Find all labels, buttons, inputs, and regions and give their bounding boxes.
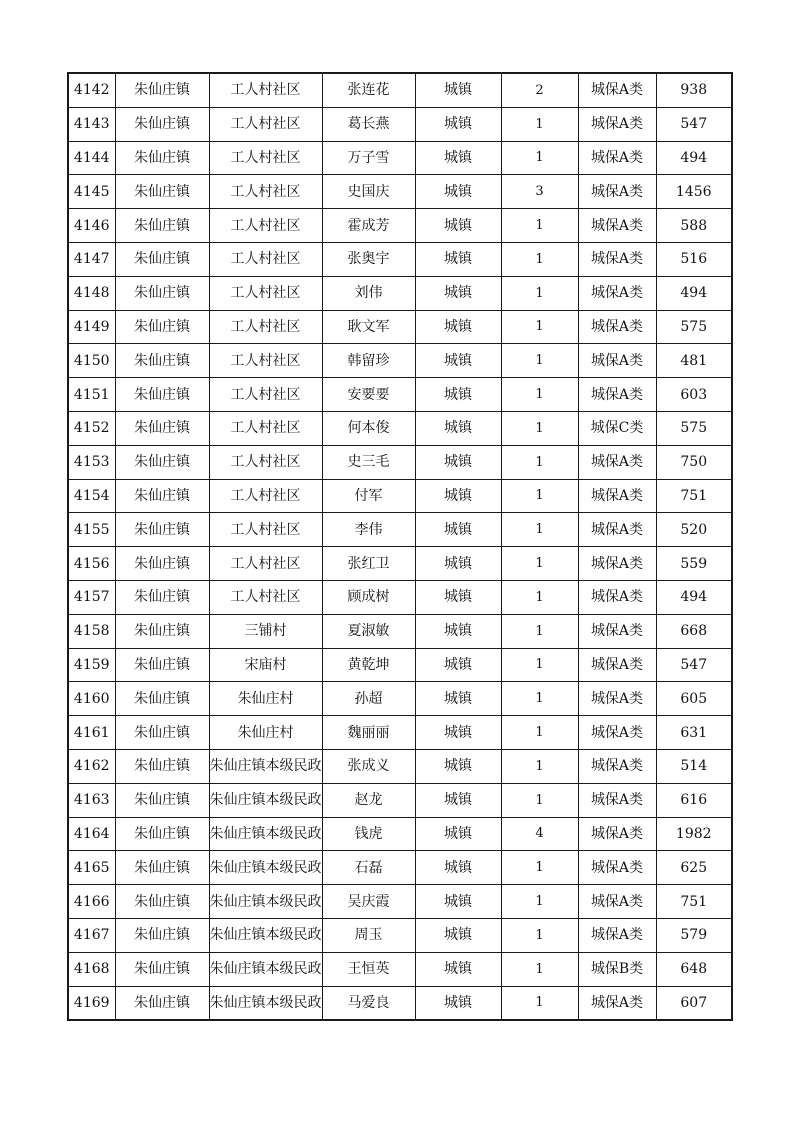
cell-area-type: 城镇 — [415, 175, 501, 209]
table-row — [68, 479, 732, 513]
cell-area-type: 城镇 — [415, 783, 501, 817]
table-row — [68, 175, 732, 209]
cell-community — [209, 749, 322, 783]
table-row — [68, 952, 732, 986]
cell-amount: 616 — [656, 783, 732, 817]
cell-community-text: 工人村社区 — [230, 487, 301, 504]
cell-household-count: 1 — [501, 344, 578, 378]
cell-category: 城保C类 — [578, 411, 656, 445]
cell-community-text: 朱仙庄镇本级民政 — [209, 893, 322, 910]
cell-area-type: 城镇 — [415, 107, 501, 141]
cell-household-count: 1 — [501, 310, 578, 344]
cell-category: 城保A类 — [578, 547, 656, 581]
cell-recipient-name: 史三毛 — [322, 445, 415, 479]
cell-record-number: 4157 — [68, 580, 115, 614]
cell-recipient-name: 韩留珍 — [322, 344, 415, 378]
table-row — [68, 547, 732, 581]
cell-record-number: 4159 — [68, 648, 115, 682]
cell-community — [209, 344, 322, 378]
table-row — [68, 344, 732, 378]
cell-town: 朱仙庄镇 — [115, 918, 209, 952]
cell-category: 城保A类 — [578, 614, 656, 648]
cell-amount: 494 — [656, 580, 732, 614]
cell-household-count: 3 — [501, 175, 578, 209]
cell-amount: 1982 — [656, 817, 732, 851]
cell-area-type: 城镇 — [415, 749, 501, 783]
cell-record-number: 4153 — [68, 445, 115, 479]
cell-amount: 607 — [656, 986, 732, 1020]
cell-amount: 547 — [656, 648, 732, 682]
cell-area-type: 城镇 — [415, 310, 501, 344]
cell-category: 城保A类 — [578, 918, 656, 952]
cell-record-number: 4169 — [68, 986, 115, 1020]
cell-recipient-name: 史国庆 — [322, 175, 415, 209]
cell-category: 城保A类 — [578, 851, 656, 885]
table-row — [68, 716, 732, 750]
cell-area-type: 城镇 — [415, 614, 501, 648]
cell-community-text: 宋庙村 — [244, 656, 287, 673]
cell-community — [209, 73, 322, 107]
cell-recipient-name: 何本俊 — [322, 411, 415, 445]
cell-community-text: 朱仙庄镇本级民政 — [209, 825, 322, 842]
cell-area-type: 城镇 — [415, 513, 501, 547]
cell-community — [209, 209, 322, 243]
cell-household-count: 1 — [501, 783, 578, 817]
cell-amount: 559 — [656, 547, 732, 581]
table-row — [68, 749, 732, 783]
cell-category: 城保A类 — [578, 445, 656, 479]
table-row — [68, 141, 732, 175]
cell-record-number: 4144 — [68, 141, 115, 175]
cell-record-number: 4145 — [68, 175, 115, 209]
cell-community — [209, 817, 322, 851]
cell-amount: 579 — [656, 918, 732, 952]
cell-category: 城保A类 — [578, 73, 656, 107]
cell-area-type: 城镇 — [415, 276, 501, 310]
table-row — [68, 209, 732, 243]
cell-amount: 631 — [656, 716, 732, 750]
cell-community — [209, 479, 322, 513]
cell-category: 城保A类 — [578, 175, 656, 209]
cell-community — [209, 175, 322, 209]
cell-community — [209, 513, 322, 547]
cell-household-count: 1 — [501, 513, 578, 547]
table-row — [68, 276, 732, 310]
cell-category: 城保A类 — [578, 344, 656, 378]
cell-recipient-name: 张成义 — [322, 749, 415, 783]
cell-category: 城保A类 — [578, 682, 656, 716]
table-row — [68, 107, 732, 141]
cell-household-count: 1 — [501, 242, 578, 276]
cell-household-count: 1 — [501, 952, 578, 986]
cell-town: 朱仙庄镇 — [115, 885, 209, 919]
table-row — [68, 242, 732, 276]
cell-community — [209, 614, 322, 648]
cell-area-type: 城镇 — [415, 344, 501, 378]
cell-recipient-name: 周玉 — [322, 918, 415, 952]
table-row — [68, 411, 732, 445]
cell-recipient-name: 孙超 — [322, 682, 415, 716]
cell-community — [209, 310, 322, 344]
cell-area-type: 城镇 — [415, 952, 501, 986]
cell-community-text: 工人村社区 — [230, 149, 301, 166]
cell-amount: 588 — [656, 209, 732, 243]
cell-recipient-name: 王恒英 — [322, 952, 415, 986]
cell-record-number: 4148 — [68, 276, 115, 310]
cell-amount: 494 — [656, 276, 732, 310]
table-row — [68, 513, 732, 547]
cell-household-count: 2 — [501, 73, 578, 107]
table-row — [68, 73, 732, 107]
cell-record-number: 4147 — [68, 242, 115, 276]
cell-category: 城保A类 — [578, 310, 656, 344]
cell-recipient-name: 夏淑敏 — [322, 614, 415, 648]
cell-record-number: 4163 — [68, 783, 115, 817]
cell-household-count: 1 — [501, 209, 578, 243]
cell-area-type: 城镇 — [415, 885, 501, 919]
cell-category: 城保A类 — [578, 817, 656, 851]
cell-category: 城保A类 — [578, 479, 656, 513]
cell-household-count: 1 — [501, 547, 578, 581]
table-row — [68, 648, 732, 682]
cell-community — [209, 580, 322, 614]
cell-community — [209, 411, 322, 445]
cell-household-count: 1 — [501, 378, 578, 412]
cell-recipient-name: 黄乾坤 — [322, 648, 415, 682]
cell-recipient-name: 钱虎 — [322, 817, 415, 851]
table-row — [68, 445, 732, 479]
cell-recipient-name: 刘伟 — [322, 276, 415, 310]
table-row — [68, 580, 732, 614]
table-body — [68, 73, 732, 1020]
cell-community-text: 工人村社区 — [230, 521, 301, 538]
table-row — [68, 682, 732, 716]
cell-record-number: 4164 — [68, 817, 115, 851]
cell-recipient-name: 马爱良 — [322, 986, 415, 1020]
table-row — [68, 378, 732, 412]
cell-community-text: 工人村社区 — [230, 420, 301, 437]
cell-community-text: 朱仙庄镇本级民政 — [209, 961, 322, 978]
cell-area-type: 城镇 — [415, 918, 501, 952]
cell-town: 朱仙庄镇 — [115, 783, 209, 817]
cell-town: 朱仙庄镇 — [115, 851, 209, 885]
cell-category: 城保A类 — [578, 783, 656, 817]
cell-amount: 516 — [656, 242, 732, 276]
cell-area-type: 城镇 — [415, 580, 501, 614]
cell-community-text: 工人村社区 — [230, 318, 301, 335]
cell-town: 朱仙庄镇 — [115, 479, 209, 513]
cell-town: 朱仙庄镇 — [115, 952, 209, 986]
cell-town: 朱仙庄镇 — [115, 648, 209, 682]
cell-recipient-name: 耿文军 — [322, 310, 415, 344]
cell-community-text: 工人村社区 — [230, 589, 301, 606]
cell-record-number: 4155 — [68, 513, 115, 547]
cell-community — [209, 276, 322, 310]
cell-category: 城保A类 — [578, 716, 656, 750]
cell-area-type: 城镇 — [415, 378, 501, 412]
table-row — [68, 885, 732, 919]
cell-recipient-name: 吴庆霞 — [322, 885, 415, 919]
cell-household-count: 1 — [501, 851, 578, 885]
cell-community-text: 工人村社区 — [230, 386, 301, 403]
cell-category: 城保A类 — [578, 749, 656, 783]
cell-community-text: 朱仙庄镇本级民政 — [209, 792, 322, 809]
cell-record-number: 4154 — [68, 479, 115, 513]
cell-town: 朱仙庄镇 — [115, 513, 209, 547]
cell-town: 朱仙庄镇 — [115, 73, 209, 107]
cell-category: 城保A类 — [578, 209, 656, 243]
cell-record-number: 4151 — [68, 378, 115, 412]
cell-record-number: 4156 — [68, 547, 115, 581]
cell-recipient-name: 石磊 — [322, 851, 415, 885]
cell-town: 朱仙庄镇 — [115, 614, 209, 648]
cell-household-count: 1 — [501, 749, 578, 783]
cell-community-text: 三铺村 — [244, 623, 287, 640]
cell-category: 城保A类 — [578, 141, 656, 175]
cell-community-text: 朱仙庄镇本级民政 — [209, 859, 322, 876]
cell-area-type: 城镇 — [415, 209, 501, 243]
cell-amount: 1456 — [656, 175, 732, 209]
cell-area-type: 城镇 — [415, 445, 501, 479]
cell-community-text: 朱仙庄镇本级民政 — [209, 758, 322, 775]
cell-household-count: 1 — [501, 107, 578, 141]
cell-record-number: 4167 — [68, 918, 115, 952]
cell-household-count: 1 — [501, 614, 578, 648]
cell-household-count: 1 — [501, 885, 578, 919]
cell-record-number: 4143 — [68, 107, 115, 141]
cell-record-number: 4165 — [68, 851, 115, 885]
cell-household-count: 1 — [501, 716, 578, 750]
cell-town: 朱仙庄镇 — [115, 547, 209, 581]
cell-household-count: 1 — [501, 445, 578, 479]
cell-record-number: 4166 — [68, 885, 115, 919]
cell-area-type: 城镇 — [415, 411, 501, 445]
cell-record-number: 4160 — [68, 682, 115, 716]
cell-recipient-name: 张奥宇 — [322, 242, 415, 276]
cell-category: 城保A类 — [578, 513, 656, 547]
cell-community-text: 工人村社区 — [230, 555, 301, 572]
cell-amount: 625 — [656, 851, 732, 885]
cell-household-count: 1 — [501, 918, 578, 952]
cell-area-type: 城镇 — [415, 851, 501, 885]
cell-amount: 648 — [656, 952, 732, 986]
cell-record-number: 4152 — [68, 411, 115, 445]
cell-town: 朱仙庄镇 — [115, 242, 209, 276]
table-row — [68, 817, 732, 851]
cell-community-text: 工人村社区 — [230, 352, 301, 369]
cell-town: 朱仙庄镇 — [115, 378, 209, 412]
cell-community-text: 朱仙庄村 — [237, 690, 294, 707]
cell-category: 城保A类 — [578, 580, 656, 614]
cell-community — [209, 107, 322, 141]
cell-household-count: 4 — [501, 817, 578, 851]
cell-community-text: 朱仙庄村 — [237, 724, 294, 741]
cell-town: 朱仙庄镇 — [115, 344, 209, 378]
cell-amount: 547 — [656, 107, 732, 141]
cell-household-count: 1 — [501, 479, 578, 513]
cell-community — [209, 242, 322, 276]
cell-town: 朱仙庄镇 — [115, 580, 209, 614]
cell-record-number: 4158 — [68, 614, 115, 648]
cell-household-count: 1 — [501, 580, 578, 614]
table-row — [68, 310, 732, 344]
table-row — [68, 851, 732, 885]
cell-area-type: 城镇 — [415, 648, 501, 682]
cell-town: 朱仙庄镇 — [115, 411, 209, 445]
cell-amount: 668 — [656, 614, 732, 648]
cell-town: 朱仙庄镇 — [115, 175, 209, 209]
cell-area-type: 城镇 — [415, 547, 501, 581]
cell-community — [209, 682, 322, 716]
cell-community-text: 工人村社区 — [230, 183, 301, 200]
table-row — [68, 783, 732, 817]
cell-category: 城保A类 — [578, 276, 656, 310]
cell-record-number: 4168 — [68, 952, 115, 986]
cell-record-number: 4146 — [68, 209, 115, 243]
cell-category: 城保A类 — [578, 986, 656, 1020]
cell-recipient-name: 付军 — [322, 479, 415, 513]
cell-community-text: 工人村社区 — [230, 251, 301, 268]
cell-amount: 575 — [656, 310, 732, 344]
cell-amount: 481 — [656, 344, 732, 378]
cell-recipient-name: 张连花 — [322, 73, 415, 107]
cell-household-count: 1 — [501, 648, 578, 682]
cell-amount: 750 — [656, 445, 732, 479]
cell-community — [209, 648, 322, 682]
cell-community-text: 工人村社区 — [230, 285, 301, 302]
cell-category: 城保A类 — [578, 242, 656, 276]
cell-amount: 575 — [656, 411, 732, 445]
cell-community — [209, 716, 322, 750]
cell-area-type: 城镇 — [415, 682, 501, 716]
table-row — [68, 986, 732, 1020]
cell-town: 朱仙庄镇 — [115, 107, 209, 141]
cell-recipient-name: 张红卫 — [322, 547, 415, 581]
cell-town: 朱仙庄镇 — [115, 209, 209, 243]
cell-area-type: 城镇 — [415, 73, 501, 107]
cell-record-number: 4162 — [68, 749, 115, 783]
cell-town: 朱仙庄镇 — [115, 716, 209, 750]
cell-town: 朱仙庄镇 — [115, 310, 209, 344]
cell-record-number: 4161 — [68, 716, 115, 750]
cell-recipient-name: 李伟 — [322, 513, 415, 547]
cell-town: 朱仙庄镇 — [115, 749, 209, 783]
cell-town: 朱仙庄镇 — [115, 986, 209, 1020]
cell-recipient-name: 霍成芳 — [322, 209, 415, 243]
cell-community — [209, 918, 322, 952]
cell-category: 城保B类 — [578, 952, 656, 986]
cell-category: 城保A类 — [578, 378, 656, 412]
cell-amount: 520 — [656, 513, 732, 547]
cell-community — [209, 378, 322, 412]
cell-community-text: 朱仙庄镇本级民政 — [209, 994, 322, 1011]
cell-household-count: 1 — [501, 141, 578, 175]
table-row — [68, 614, 732, 648]
cell-category: 城保A类 — [578, 885, 656, 919]
cell-community-text: 工人村社区 — [230, 82, 301, 99]
cell-town: 朱仙庄镇 — [115, 141, 209, 175]
cell-area-type: 城镇 — [415, 986, 501, 1020]
cell-amount: 938 — [656, 73, 732, 107]
cell-area-type: 城镇 — [415, 817, 501, 851]
cell-record-number: 4150 — [68, 344, 115, 378]
cell-household-count: 1 — [501, 682, 578, 716]
cell-recipient-name: 万子雪 — [322, 141, 415, 175]
cell-community — [209, 445, 322, 479]
cell-community — [209, 952, 322, 986]
cell-recipient-name: 赵龙 — [322, 783, 415, 817]
cell-town: 朱仙庄镇 — [115, 276, 209, 310]
cell-town: 朱仙庄镇 — [115, 445, 209, 479]
cell-town: 朱仙庄镇 — [115, 817, 209, 851]
cell-household-count: 1 — [501, 276, 578, 310]
cell-category: 城保A类 — [578, 648, 656, 682]
relief-recipient-table — [67, 72, 733, 1021]
cell-area-type: 城镇 — [415, 141, 501, 175]
cell-area-type: 城镇 — [415, 716, 501, 750]
cell-community — [209, 885, 322, 919]
cell-area-type: 城镇 — [415, 242, 501, 276]
cell-community — [209, 141, 322, 175]
cell-amount: 514 — [656, 749, 732, 783]
cell-recipient-name: 顾成树 — [322, 580, 415, 614]
cell-recipient-name: 魏丽丽 — [322, 716, 415, 750]
cell-town: 朱仙庄镇 — [115, 682, 209, 716]
cell-household-count: 1 — [501, 986, 578, 1020]
cell-community-text: 工人村社区 — [230, 116, 301, 133]
cell-community — [209, 547, 322, 581]
cell-amount: 751 — [656, 885, 732, 919]
table-row — [68, 918, 732, 952]
cell-record-number: 4149 — [68, 310, 115, 344]
cell-amount: 605 — [656, 682, 732, 716]
cell-community — [209, 783, 322, 817]
cell-area-type: 城镇 — [415, 479, 501, 513]
cell-category: 城保A类 — [578, 107, 656, 141]
cell-community-text: 工人村社区 — [230, 454, 301, 471]
cell-amount: 603 — [656, 378, 732, 412]
cell-household-count: 1 — [501, 411, 578, 445]
cell-amount: 751 — [656, 479, 732, 513]
cell-community — [209, 851, 322, 885]
cell-recipient-name: 葛长燕 — [322, 107, 415, 141]
cell-record-number: 4142 — [68, 73, 115, 107]
cell-community-text: 朱仙庄镇本级民政 — [209, 927, 322, 944]
cell-community — [209, 986, 322, 1020]
cell-community-text: 工人村社区 — [230, 217, 301, 234]
cell-recipient-name: 安要要 — [322, 378, 415, 412]
cell-amount: 494 — [656, 141, 732, 175]
